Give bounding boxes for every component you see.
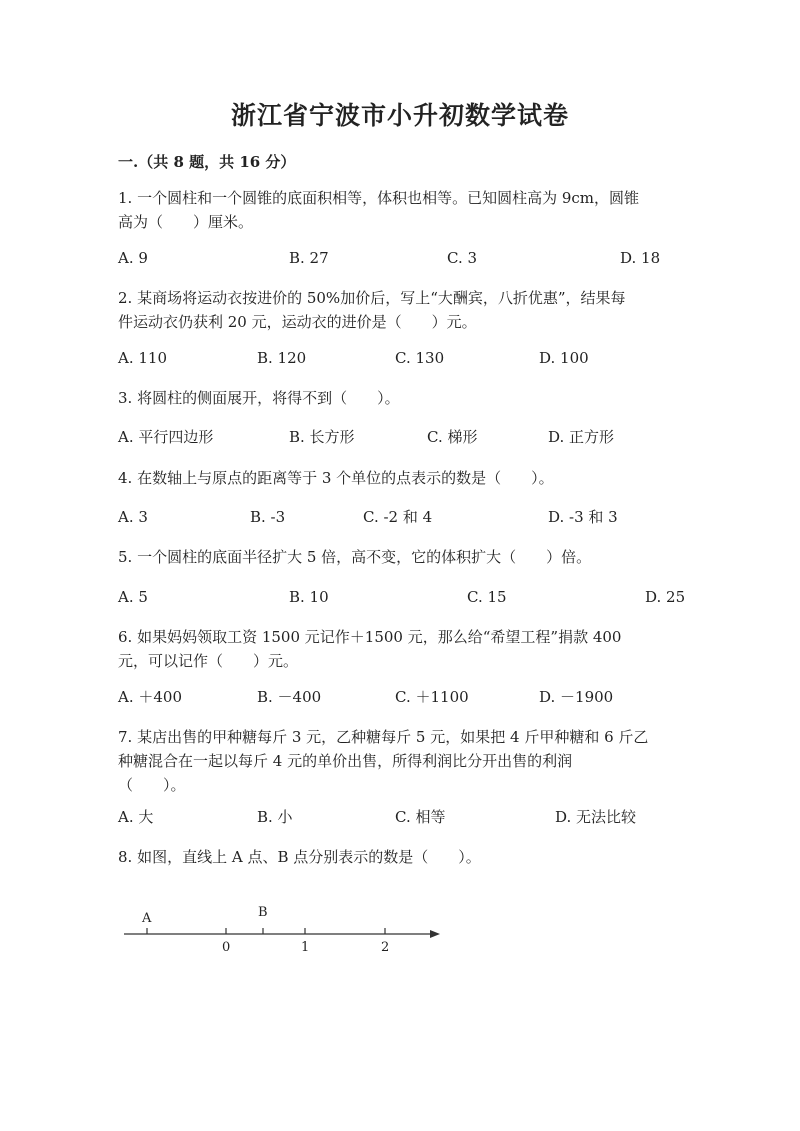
question-5-line-1: 5. 一个圆柱的底面半径扩大 5 倍，高不变，它的体积扩大（ ）倍。 <box>118 548 592 566</box>
number-line-figure <box>122 898 444 958</box>
question-4-options <box>118 505 688 529</box>
question-2-line-1: 2. 某商场将运动衣按进价的 50%加价后，写上“大酬宾，八折优惠”，结果每 <box>118 289 626 307</box>
option-d[interactable]: D. 25 <box>645 588 686 606</box>
question-5-options <box>118 585 688 609</box>
option-c[interactable]: C. ＋1100 <box>395 688 469 706</box>
tick-label-1: 1 <box>301 940 310 955</box>
option-a[interactable]: A. 大 <box>118 808 154 826</box>
question-7 <box>118 725 648 797</box>
question-2 <box>118 286 626 334</box>
question-7-options <box>118 805 688 829</box>
point-a-label: A <box>142 911 152 926</box>
option-d[interactable]: D. －1900 <box>539 688 614 706</box>
question-6-line-2: 元，可以记作（ ）元。 <box>118 652 299 670</box>
question-7-line-1: 7. 某店出售的甲种糖每斤 3 元，乙种糖每斤 5 元，如果把 4 斤甲种糖和 6 斤乙 <box>118 728 649 746</box>
option-a[interactable]: A. 9 <box>118 249 148 267</box>
question-1 <box>118 186 639 234</box>
option-d[interactable]: D. -3 和 3 <box>548 508 618 526</box>
question-3 <box>118 386 400 410</box>
option-c[interactable]: C. 130 <box>395 349 445 367</box>
option-b[interactable]: B. -3 <box>250 508 286 526</box>
question-7-line-2: 种糖混合在一起以每斤 4 元的单价出售，所得利润比分开出售的利润 <box>118 752 573 770</box>
question-4 <box>118 466 554 490</box>
option-c[interactable]: C. 相等 <box>395 808 446 826</box>
option-a[interactable]: A. 平行四边形 <box>118 428 214 446</box>
number-line-svg <box>122 898 444 958</box>
option-a[interactable]: A. 110 <box>118 349 167 367</box>
option-c[interactable]: C. 15 <box>467 588 507 606</box>
option-b[interactable]: B. 小 <box>257 808 293 826</box>
page-title: 浙江省宁波市小升初数学试卷 <box>230 101 569 130</box>
option-a[interactable]: A. 5 <box>118 588 148 606</box>
question-1-line-1: 1. 一个圆柱和一个圆锥的底面积相等，体积也相等。已知圆柱高为 9cm，圆锥 <box>118 189 640 207</box>
option-a[interactable]: A. ＋400 <box>118 688 182 706</box>
option-b[interactable]: B. 120 <box>257 349 307 367</box>
question-8 <box>118 845 481 869</box>
question-2-options <box>118 346 688 370</box>
option-b[interactable]: B. 10 <box>289 588 329 606</box>
question-7-line-3: （ ）。 <box>118 776 186 794</box>
option-b[interactable]: B. 27 <box>289 249 329 267</box>
option-d[interactable]: D. 无法比较 <box>555 808 637 826</box>
option-d[interactable]: D. 正方形 <box>548 428 615 446</box>
question-4-line-1: 4. 在数轴上与原点的距离等于 3 个单位的点表示的数是（ ）。 <box>118 469 554 487</box>
question-2-line-2: 件运动衣仍获利 20 元，运动衣的进价是（ ）元。 <box>118 313 477 331</box>
question-8-line-1: 8. 如图，直线上 A 点、B 点分别表示的数是（ ）。 <box>118 848 481 866</box>
question-1-options <box>118 246 688 270</box>
tick-label-2: 2 <box>381 940 390 955</box>
option-d[interactable]: D. 100 <box>539 349 589 367</box>
point-b-label: B <box>258 905 268 920</box>
question-1-line-2: 高为（ ）厘米。 <box>118 213 254 231</box>
question-5 <box>118 545 591 569</box>
option-c[interactable]: C. 3 <box>447 249 478 267</box>
section-heading: 一.（共 8 题，共 16 分） <box>118 153 296 171</box>
option-c[interactable]: C. 梯形 <box>427 428 478 446</box>
option-d[interactable]: D. 18 <box>620 249 661 267</box>
question-3-line-1: 3. 将圆柱的侧面展开，将得不到（ ）。 <box>118 389 400 407</box>
question-6-options <box>118 685 688 709</box>
arrowhead-icon <box>430 930 440 938</box>
question-3-options <box>118 425 688 449</box>
tick-label-0: 0 <box>222 940 231 955</box>
option-a[interactable]: A. 3 <box>118 508 148 526</box>
question-6-line-1: 6. 如果妈妈领取工资 1500 元记作＋1500 元，那么给“希望工程”捐款 400 <box>118 628 622 646</box>
option-c[interactable]: C. -2 和 4 <box>363 508 433 526</box>
option-b[interactable]: B. －400 <box>257 688 322 706</box>
option-b[interactable]: B. 长方形 <box>289 428 355 446</box>
question-6 <box>118 625 621 673</box>
